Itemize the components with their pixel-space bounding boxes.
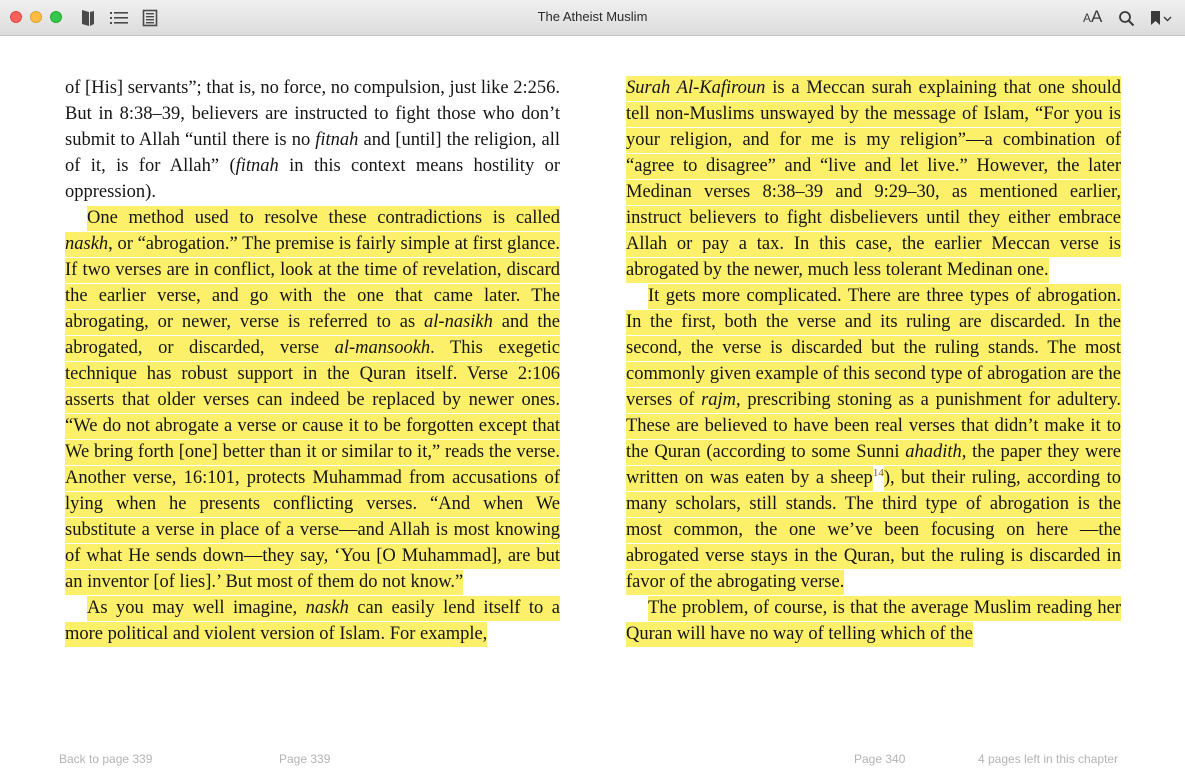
right-page xyxy=(626,75,1121,647)
highlighted-text[interactable]: , the paper they were written on was eaten by a sheep xyxy=(626,440,1121,491)
paragraph xyxy=(65,75,560,205)
highlighted-paragraph[interactable] xyxy=(65,205,560,595)
highlighted-text[interactable]: , prescribing stoning as a punishment for adultery. These are believed to have been real verses that didn’t make it to the Quran (according to some Sunni xyxy=(626,388,1121,465)
font-size-button[interactable] xyxy=(1083,7,1102,27)
close-window-button[interactable] xyxy=(10,11,22,23)
list-icon[interactable] xyxy=(109,9,129,27)
highlighted-text[interactable]: ), but their ruling, according to many scholars, still stands. The third type of abrogation is the most common, the one we’ve been focusing on here —the abrogated verse stays in the Quran, but the ruling is discarded in favor of the abrogating verse. xyxy=(626,466,1121,595)
highlighted-text[interactable]: and the abrogated, or discarded, verse xyxy=(65,310,560,361)
minimize-window-button[interactable] xyxy=(30,11,42,23)
highlighted-italic-term[interactable]: naskh xyxy=(306,596,349,621)
highlighted-italic-term[interactable]: naskh xyxy=(65,232,108,257)
back-to-page-link[interactable]: Back to page 339 xyxy=(59,752,153,766)
search-icon[interactable] xyxy=(1118,10,1135,27)
highlighted-text[interactable]: , or “abrogation.” The premise is fairly simple at first glance. If two verses are in conflict, look at the time of revelation, discard the earlier verse, and go with the one that came later. The abrogating, or newer, verse is referred to as xyxy=(65,232,560,335)
fullscreen-window-button[interactable] xyxy=(50,11,62,23)
highlighted-paragraph[interactable] xyxy=(626,595,1121,647)
text-run: of [His] servants”; that is, no force, no compulsion, just like 2:256. But in 8:38–39, believers are instructed to fight those who don’t submit to Allah “until there is no xyxy=(65,78,560,150)
text-run: and [until] the religion, all of it, is for Allah” ( xyxy=(65,130,560,176)
highlighted-text[interactable]: can easily lend itself to a more political and violent version of Islam. For example, xyxy=(65,596,560,647)
window-title: The Atheist Muslim xyxy=(537,9,648,24)
highlighted-paragraph[interactable] xyxy=(626,75,1121,283)
highlighted-italic-term[interactable]: Surah Al-Kafiroun xyxy=(626,76,765,101)
bookmark-icon[interactable] xyxy=(1149,10,1175,27)
highlighted-text[interactable]: is a Meccan surah explaining that one should tell non-Muslims unswayed by the message of Islam, “For you is your religion, and for me is my religion”—a combination of “agree to disagree” and “live and let live.” However, the later Medinan verses 8:38–39 and 9:29–30, as mentioned earlier, instruct believers to fight disbelievers until they either embrace Allah or pay a tax. In this case, the earlier Meccan verse is abrogated by the newer, much less tolerant Medinan one. xyxy=(626,76,1121,283)
font-size-large-label: A xyxy=(1091,7,1103,26)
italic-term: fitnah xyxy=(235,156,279,176)
highlighted-paragraph[interactable] xyxy=(626,283,1121,595)
title-bar xyxy=(0,0,1185,36)
highlighted-italic-term[interactable]: al-nasikh xyxy=(424,310,493,335)
font-size-small-label: A xyxy=(1083,11,1092,25)
footnote-link[interactable]: 14 xyxy=(872,466,884,479)
pages-left-in-chapter: 4 pages left in this chapter xyxy=(978,752,1119,766)
highlighted-italic-term[interactable]: al-mansookh xyxy=(335,336,431,361)
left-page-number: Page 339 xyxy=(279,752,331,766)
highlighted-italic-term[interactable]: rajm xyxy=(701,388,736,413)
text-run: in this context means hostility or oppression). xyxy=(65,156,560,202)
left-page xyxy=(65,75,560,647)
notes-icon[interactable] xyxy=(142,9,158,27)
highlighted-text[interactable]: The problem, of course, is that the average Muslim reading her Quran will have no way of telling which of the xyxy=(626,596,1121,647)
highlighted-italic-term[interactable]: ahadith xyxy=(905,440,962,465)
italic-term: fitnah xyxy=(315,130,359,150)
book-icon[interactable] xyxy=(80,9,96,27)
highlighted-text[interactable]: . This exegetic technique has robust support in the Quran itself. Verse 2:106 asserts that older verses can indeed be replaced by newer ones. “We do not abrogate a verse or cause it to be forgotten except that We bring forth [one] better than it or similar to it,” reads the verse. Another verse, 16:101, protects Muhammad from accusations of lying when he presents conflicting verses. “And when We substitute a verse in place of a verse—and Allah is most knowing of what He sends down—they say, ‘You [O Muhammad], are but an inventor [of lies].’ But most of them do not know.” xyxy=(65,336,560,595)
right-page-number: Page 340 xyxy=(854,752,906,766)
highlighted-text[interactable]: As you may well imagine, xyxy=(87,596,306,621)
highlighted-text[interactable]: One method used to resolve these contradictions is called xyxy=(87,206,560,231)
highlighted-paragraph[interactable] xyxy=(65,595,560,647)
highlighted-text[interactable]: It gets more complicated. There are three types of abrogation. In the first, both the verse and its ruling are discarded. In the second, the verse is discarded but the ruling stands. The most commonly given example of this second type of abrogation are the verses of xyxy=(626,284,1121,413)
